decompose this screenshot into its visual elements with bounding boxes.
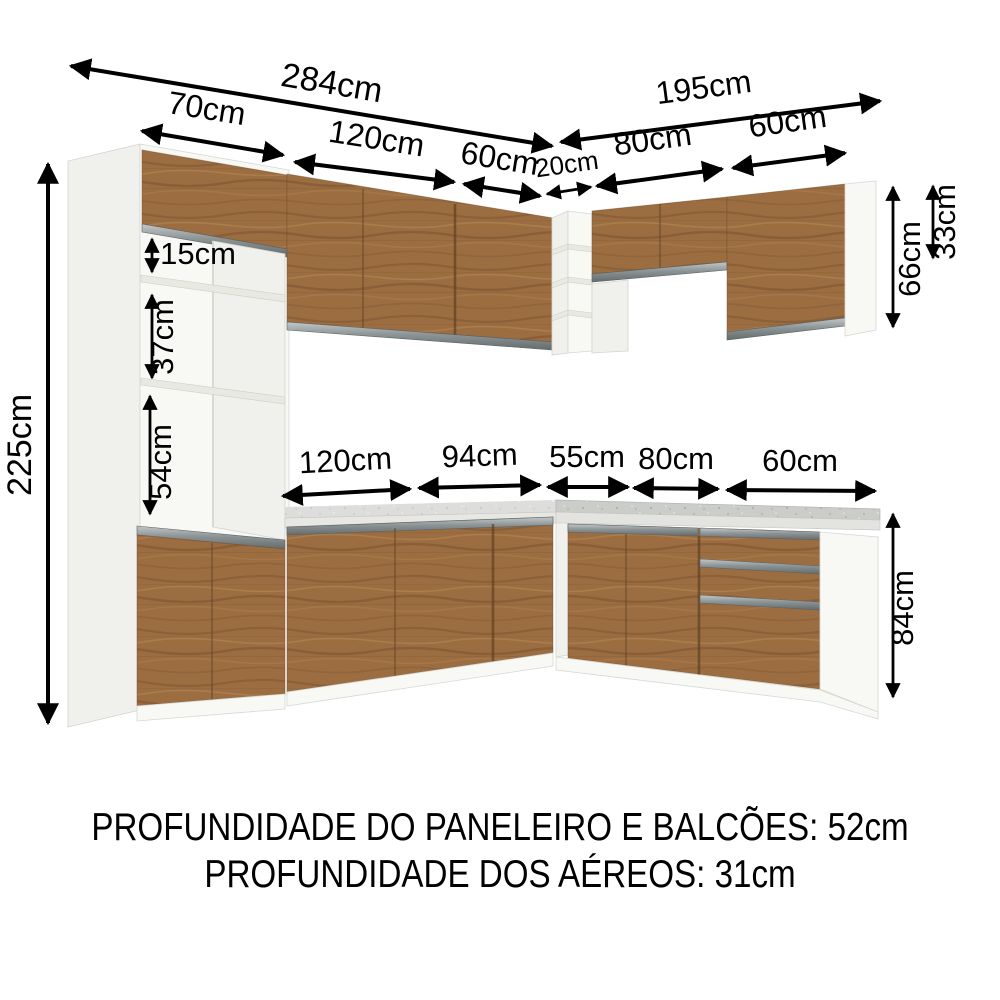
dim-label-37: 37cm (145, 299, 180, 375)
wall-cabinet-60-door (727, 184, 845, 332)
pantry-side-panel (68, 144, 140, 727)
pantry-cabinet (68, 144, 289, 727)
dim-label-94: 94cm (441, 436, 519, 475)
dim-label-84: 84cm (885, 570, 920, 646)
dim-label-66: 66cm (892, 221, 927, 297)
dim-arrow-60-base (727, 490, 875, 491)
dim-label-225: 225cm (1, 393, 39, 497)
base-corner-filler (556, 523, 568, 657)
upper-right-end-panel (845, 181, 876, 336)
dim-arrow-20 (547, 187, 591, 194)
dim-label-80-top: 80cm (611, 115, 694, 163)
dim-label-120-base: 120cm (298, 440, 393, 481)
dim-arrow-80-base (634, 488, 718, 489)
dim-arrow-60-top-right (733, 153, 845, 168)
base-cabinets-left (287, 517, 553, 706)
dim-label-70: 70cm (165, 84, 249, 133)
dim-label-80-base: 80cm (638, 441, 714, 476)
niche-side-panel (592, 280, 628, 353)
dim-label-60-base: 60cm (762, 443, 838, 478)
dim-label-120-top: 120cm (326, 112, 427, 164)
dim-arrow-120-base (283, 489, 410, 496)
dim-arrow-195 (561, 101, 880, 142)
base-right-end-panel (820, 532, 878, 712)
dim-label-60-top: 60cm (458, 134, 542, 183)
corner-shelf-unit (552, 211, 592, 355)
wall-cabinets-left (287, 174, 553, 350)
dim-label-284: 284cm (278, 55, 386, 111)
dim-label-20: 20cm (533, 144, 601, 184)
depth-note-pantry-counters: PROFUNDIDADE DO PANELEIRO E BALCÕES: 52cm (91, 806, 909, 849)
wall-cabinet-60-tall (727, 181, 876, 340)
wall-cabinet-80-short (592, 197, 727, 353)
dim-label-60-top-right: 60cm (746, 97, 829, 145)
base-cabinets-right (556, 524, 878, 719)
dim-label-55: 55cm (549, 439, 625, 474)
dim-label-54: 54cm (143, 424, 178, 500)
dim-arrow-60-top (464, 184, 540, 196)
dim-label-15: 15cm (160, 236, 236, 271)
dim-arrow-80-top (597, 169, 722, 186)
dim-arrow-94 (419, 485, 540, 488)
dim-label-195: 195cm (653, 62, 754, 112)
wall-cabinet-left-doors (287, 174, 553, 342)
depth-notes (0, 804, 1000, 898)
dim-label-33: 33cm (927, 184, 962, 260)
depth-note-uppers: PROFUNDIDADE DOS AÉREOS: 31cm (204, 853, 796, 896)
